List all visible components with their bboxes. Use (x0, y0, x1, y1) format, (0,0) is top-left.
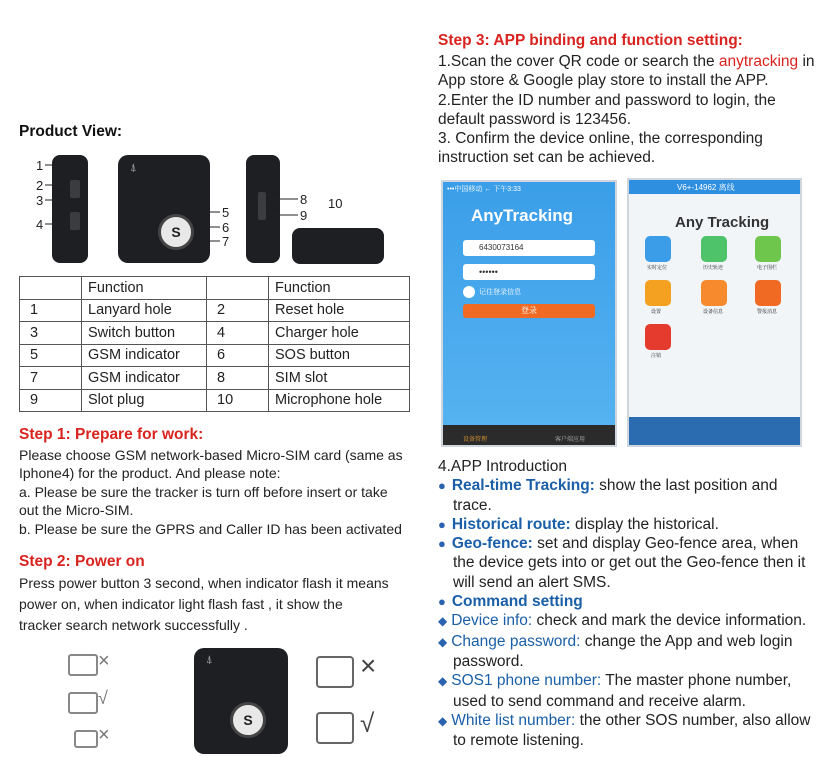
sim-illustrations (30, 640, 410, 755)
step3-line: instruction set can be achieved. (438, 149, 656, 167)
product-view-title: Product View: (19, 123, 123, 140)
callout-3: 3 (36, 193, 44, 208)
step1-line: a. Please be sure the tracker is turn off before insert or take (19, 484, 388, 500)
diamond-icon: ◆ (438, 634, 448, 649)
login-button: 登录 (463, 304, 595, 318)
phone-screenshot-menu (627, 178, 802, 447)
diamond-icon: ◆ (438, 614, 448, 629)
sos-button: S (158, 214, 194, 250)
callout-5: 5 (222, 205, 230, 220)
table-header-row (20, 277, 410, 300)
intro-cont: will send an alert SMS. (453, 573, 611, 591)
step3-title: Step 3: APP binding and function setting: (438, 32, 743, 49)
intro-item (438, 476, 836, 495)
app-name: anytracking (718, 53, 799, 70)
table-cell: GSM indicator (82, 344, 207, 367)
sim-card-icon (74, 730, 98, 748)
callout-lines (30, 150, 400, 270)
intro-label: Device info: (451, 612, 533, 630)
intro-label: Change password: (451, 632, 581, 650)
tab-device: 设备管理 (463, 437, 488, 443)
intro-cont: used to send command and receive alarm. (453, 692, 746, 710)
phone-bottom-bar (629, 417, 800, 445)
intro-cont: trace. (453, 496, 492, 514)
menu-label: 警报消息 (757, 309, 778, 315)
table-cell: Microphone hole (269, 389, 410, 412)
intro-subitem (438, 632, 836, 652)
step2-line: Press power button 3 second, when indicator flash it means (19, 575, 389, 591)
step1-line: out the Micro-SIM. (19, 502, 134, 518)
app-intro (438, 457, 836, 750)
bullet-icon: ● (438, 516, 446, 532)
intro-text: The master phone number, (601, 672, 792, 690)
sim-card-icon (68, 692, 98, 714)
app-intro-title: 4.APP Introduction (438, 458, 567, 475)
phone-tabbar (443, 425, 615, 445)
remember-toggle (463, 286, 475, 298)
intro-text: check and mark the device information. (532, 612, 807, 630)
password-field: •••••• (463, 264, 595, 280)
table-header-cell: Function (82, 277, 207, 300)
tab-client: 客户端应用 (555, 437, 586, 443)
intro-item (438, 592, 836, 611)
menu-tile (755, 280, 781, 306)
callout-8: 8 (300, 192, 308, 207)
intro-item (438, 515, 836, 534)
step3-text: 1.Scan the cover QR code or search the (438, 53, 719, 70)
sim-card-icon (68, 654, 98, 676)
table-cell: Lanyard hole (82, 299, 207, 322)
bullet-icon: ● (438, 478, 446, 494)
step1-line: Please choose GSM network-based Micro-SIM card (same as (19, 447, 403, 463)
intro-subitem (438, 711, 836, 731)
status-title: V6+-14962 离线 (677, 183, 735, 192)
table-cell: 4 (207, 322, 269, 345)
menu-tile (701, 280, 727, 306)
callout-4: 4 (36, 217, 44, 232)
intro-text: change the App and web login (580, 632, 793, 650)
table-cell: 8 (207, 367, 269, 390)
intro-subitem (438, 671, 836, 691)
intro-item (438, 534, 836, 553)
step1-line: b. Please be sure the GPRS and Caller ID has been activated (19, 521, 402, 537)
intro-text: display the historical. (570, 515, 719, 533)
product-images (30, 150, 400, 270)
intro-cont: password. (453, 652, 524, 670)
menu-tile (645, 324, 671, 350)
step3-line: 3. Confirm the device online, the corresponding (438, 130, 763, 148)
intro-label: Real-time Tracking: (451, 477, 595, 495)
menu-label: 电子围栏 (757, 265, 778, 271)
callout-6: 6 (222, 220, 230, 235)
wrong-mark: × (98, 724, 110, 746)
callout-10: 10 (328, 196, 343, 211)
app-logo: AnyTracking (471, 206, 574, 225)
table-cell: 9 (20, 389, 82, 412)
menu-label: 注销 (651, 353, 662, 359)
table-cell: SOS button (269, 344, 410, 367)
table-cell: GSM indicator (82, 367, 207, 390)
step2-title: Step 2: Power on (19, 553, 145, 570)
table-cell: 6 (207, 344, 269, 367)
diamond-icon: ◆ (438, 713, 448, 728)
phone-screenshot-login (441, 180, 617, 447)
table-cell: 10 (207, 389, 269, 412)
table-cell: Reset hole (269, 299, 410, 322)
app-logo: Any Tracking (675, 214, 770, 231)
menu-label: 实时定位 (647, 265, 668, 271)
step3-line: App store & Google play store to install the APP. (438, 72, 769, 90)
step3-body (438, 52, 833, 168)
function-table-wrap (19, 276, 410, 412)
step1-line: Iphone4) for the product. And please note: (19, 465, 281, 481)
intro-cont: the device gets into or get out the Geo-fence then it (453, 554, 806, 572)
step3-line (438, 52, 833, 71)
intro-subitem (438, 611, 836, 631)
intro-label: SOS1 phone number: (451, 672, 602, 690)
table-header-cell (20, 277, 82, 300)
intro-cont: to remote listening. (453, 732, 584, 750)
menu-label: 设置 (651, 309, 662, 315)
step1-title: Step 1: Prepare for work: (19, 426, 204, 443)
table-row (20, 389, 410, 412)
callout-9: 9 (300, 208, 308, 223)
intro-label: Historical route: (451, 515, 571, 533)
table-header-cell: Function (269, 277, 410, 300)
intro-label: White list number: (451, 711, 576, 729)
step2-line: power on, when indicator light flash fast , it show the (19, 596, 343, 612)
bullet-icon: ● (438, 536, 446, 552)
gps-icon: ⍋ (130, 162, 137, 174)
right-mark: √ (360, 708, 375, 738)
table-row (20, 322, 410, 345)
sim-card-icon (316, 712, 354, 744)
sos-button: S (230, 702, 266, 738)
right-mark: √ (98, 688, 108, 708)
table-cell: 5 (20, 344, 82, 367)
table-cell: Switch button (82, 322, 207, 345)
intro-text: the other SOS number, also allow (575, 711, 811, 729)
table-cell: 1 (20, 299, 82, 322)
intro-text: set and display Geo-fence area, when (532, 535, 799, 553)
step3-line: 2.Enter the ID number and password to login, the (438, 91, 776, 109)
menu-label: 设备信息 (703, 309, 724, 315)
menu-label: 历史轨迹 (703, 265, 724, 271)
step3-text: in (798, 53, 815, 70)
status-bar: •••中国移动 ← 下午3:33 (447, 186, 521, 193)
table-header-cell (207, 277, 269, 300)
step2-line: tracker search network successfully . (19, 617, 248, 633)
diamond-icon: ◆ (438, 674, 448, 689)
table-cell: SIM slot (269, 367, 410, 390)
table-row (20, 299, 410, 322)
menu-tile (755, 236, 781, 262)
id-field: 6430073164 (463, 240, 595, 256)
table-cell: Slot plug (82, 389, 207, 412)
step2-body (19, 573, 419, 636)
intro-label: Command setting (451, 593, 583, 611)
wrong-mark: × (360, 650, 377, 681)
menu-tile (645, 236, 671, 262)
step1-body (19, 446, 419, 538)
bullet-icon: ● (438, 594, 446, 610)
table-cell: 7 (20, 367, 82, 390)
remember-label: 记住登录信息 (479, 289, 521, 296)
gps-icon: ⍋ (206, 654, 213, 666)
menu-tile (645, 280, 671, 306)
callout-1: 1 (36, 158, 44, 173)
table-cell: 2 (207, 299, 269, 322)
callout-7: 7 (222, 234, 230, 249)
table-cell: 3 (20, 322, 82, 345)
wrong-mark: × (98, 650, 110, 672)
callout-2: 2 (36, 178, 44, 193)
table-row (20, 367, 410, 390)
step3-line: default password is 123456. (438, 110, 632, 128)
intro-text: show the last position and (594, 477, 778, 495)
function-table (19, 276, 410, 412)
table-cell: Charger hole (269, 322, 410, 345)
intro-label: Geo-fence: (451, 535, 533, 553)
menu-tile (701, 236, 727, 262)
sim-card-icon (316, 656, 354, 688)
table-row (20, 344, 410, 367)
